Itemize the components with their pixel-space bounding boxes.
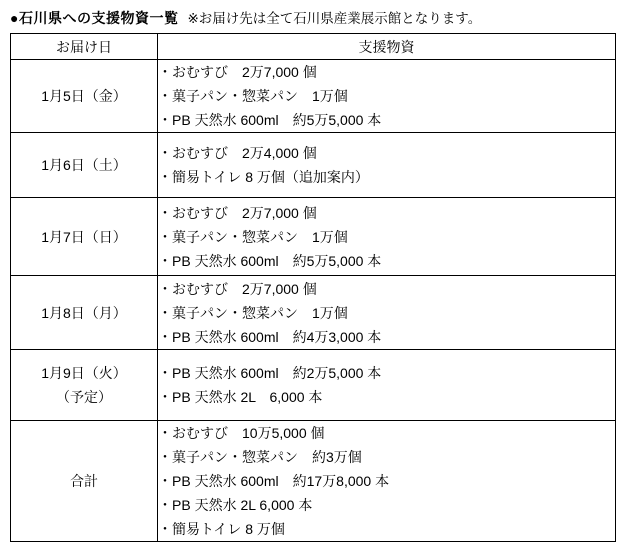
header-delivery-date: お届け日 xyxy=(11,34,158,60)
supply-item: ・PB 天然水 2L 6,000 本 xyxy=(158,389,323,405)
page-title xyxy=(10,7,481,28)
date-cell xyxy=(11,133,158,198)
supply-item: ・簡易トイレ 8 万個（追加案内） xyxy=(158,169,369,185)
supply-item: ・菓子パン・惣菜パン 1万個 xyxy=(158,228,348,245)
date-line: 1月8日（月） xyxy=(41,304,127,321)
table-row-jan9 xyxy=(11,350,616,421)
supply-item: ・菓子パン・惣菜パン 約3万個 xyxy=(158,449,362,465)
date-line: （予定） xyxy=(56,389,112,405)
table-header-row xyxy=(11,34,616,60)
supply-item: ・PB 天然水 600ml 約5万5,000 本 xyxy=(158,112,382,128)
supply-item: ・菓子パン・惣菜パン 1万個 xyxy=(158,88,348,104)
supplies-cell xyxy=(158,198,616,276)
supply-item: ・PB 天然水 600ml 約17万8,000 本 xyxy=(158,473,390,489)
supply-item: ・おむすび 2万7,000 個 xyxy=(158,204,317,221)
table-row-total xyxy=(11,421,616,542)
header-supplies: 支援物資 xyxy=(158,34,616,60)
title-note: ※お届け先は全て石川県産業展示館となります。 xyxy=(187,11,482,26)
table-row-jan8 xyxy=(11,276,616,350)
supply-item: ・PB 天然水 600ml 約4万3,000 本 xyxy=(158,328,382,345)
title-heading: ●石川県への支援物資一覧 xyxy=(10,10,179,26)
date-cell xyxy=(11,60,158,133)
date-line: 1月7日（日） xyxy=(41,228,127,245)
supply-item: ・PB 天然水 2L 6,000 本 xyxy=(158,497,313,513)
date-cell xyxy=(11,276,158,350)
supply-item: ・おむすび 2万4,000 個 xyxy=(158,145,317,161)
date-cell xyxy=(11,350,158,421)
supply-item: ・PB 天然水 600ml 約5万5,000 本 xyxy=(158,252,382,269)
date-cell xyxy=(11,198,158,276)
table-row-jan6 xyxy=(11,133,616,198)
supply-item: ・おむすび 10万5,000 個 xyxy=(158,425,325,441)
date-line: 1月6日（土） xyxy=(41,157,127,173)
supply-item: ・PB 天然水 600ml 約2万5,000 本 xyxy=(158,365,382,381)
total-label-cell xyxy=(11,421,158,542)
total-label: 合計 xyxy=(70,473,98,489)
supplies-cell xyxy=(158,60,616,133)
supply-item: ・おむすび 2万7,000 個 xyxy=(158,280,317,297)
supplies-cell xyxy=(158,276,616,350)
supply-item: ・簡易トイレ 8 万個 xyxy=(158,521,285,537)
supplies-cell xyxy=(158,133,616,198)
date-line: 1月9日（火） xyxy=(41,365,127,381)
supply-table xyxy=(10,33,616,542)
supplies-cell xyxy=(158,421,616,542)
supplies-cell xyxy=(158,350,616,421)
table-row-jan7 xyxy=(11,198,616,276)
table-row-jan5 xyxy=(11,60,616,133)
date-line: 1月5日（金） xyxy=(41,88,127,104)
supply-item: ・菓子パン・惣菜パン 1万個 xyxy=(158,304,348,321)
supply-item: ・おむすび 2万7,000 個 xyxy=(158,64,317,80)
